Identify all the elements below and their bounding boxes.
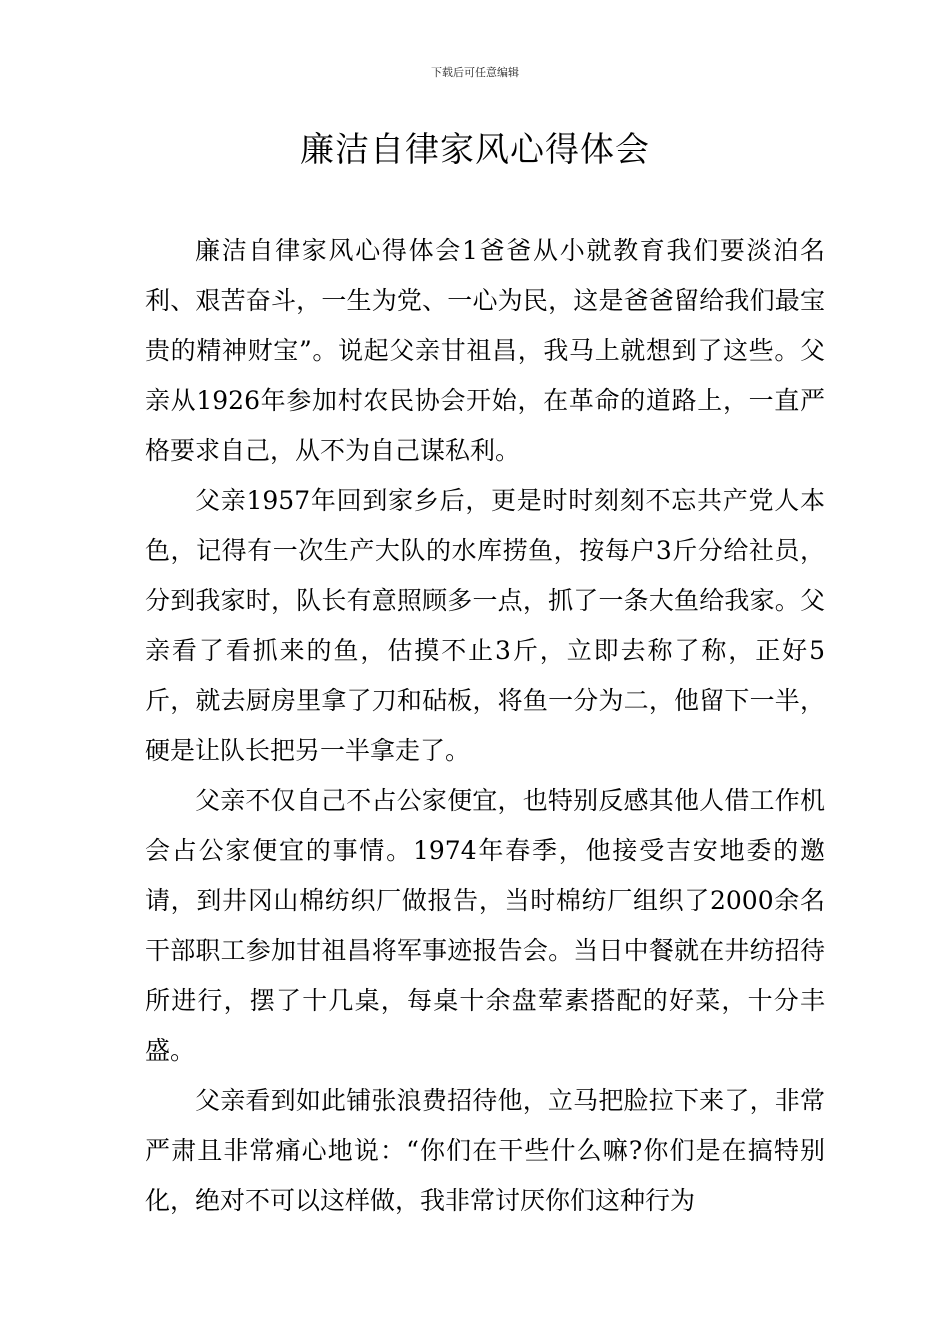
- header-note: 下载后可任意编辑: [431, 66, 519, 79]
- document-title: 廉洁自律家风心得体会: [300, 130, 650, 170]
- paragraph-3: 父亲不仅自己不占公家便宜，也特别反感其他人借工作机会占公家便宜的事情。1974年春季，他接受吉安地委的邀请，到井冈山棉纺织厂做报告，当时棉纺厂组织了2000余名干部职工参加甘祖昌将军事迹报告会。当日中餐就在井纺招待所进行，摆了十几桌，每桌十余盘荤素搭配的好菜，十分丰盛。: [145, 786, 825, 1065]
- document-body: [145, 226, 825, 1226]
- paragraph-1: 廉洁自律家风心得体会1爸爸从小就教育我们要淡泊名利、艰苦奋斗，一生为党、一心为民，这是爸爸留给我们最宝贵的精神财宝”。说起父亲甘祖昌，我马上就想到了这些。父亲从1926年参加村农民协会开始，在革命的道路上，一直严格要求自己，从不为自己谋私利。: [145, 236, 825, 465]
- paragraph-4: 父亲看到如此铺张浪费招待他，立马把脸拉下来了，非常严肃且非常痛心地说：“你们在干些什么嘛?你们是在搞特别化，绝对不可以这样做，我非常讨厌你们这种行为: [145, 1086, 825, 1215]
- paragraph-2: 父亲1957年回到家乡后，更是时时刻刻不忘共产党人本色，记得有一次生产大队的水库捞鱼，按每户3斤分给社员，分到我家时，队长有意照顾多一点，抓了一条大鱼给我家。父亲看了看抓来的鱼，估摸不止3斤，立即去称了称，正好5斤，就去厨房里拿了刀和砧板，将鱼一分为二，他留下一半，硬是让队长把另一半拿走了。: [145, 486, 825, 765]
